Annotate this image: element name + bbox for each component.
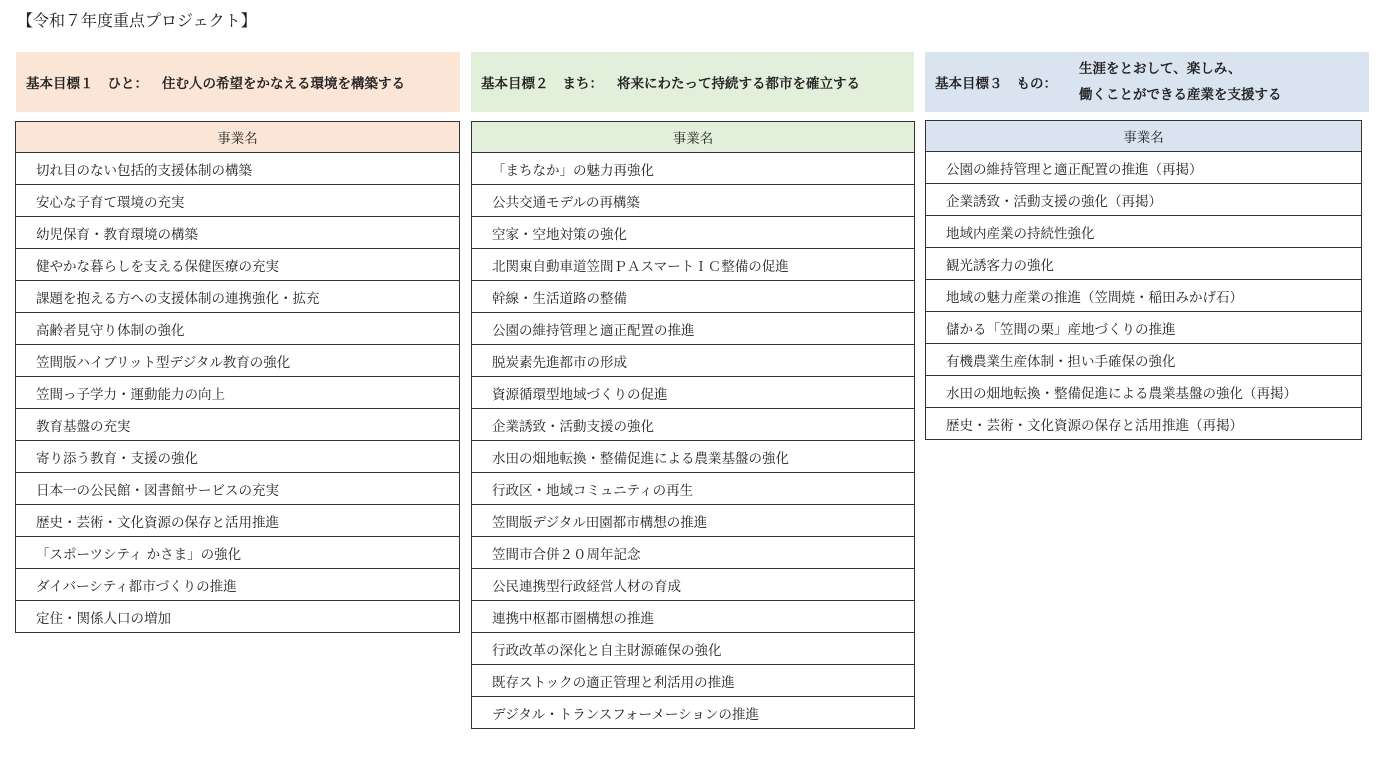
- table-row: [472, 377, 915, 409]
- table-row: [472, 665, 915, 697]
- table-row: [926, 216, 1362, 248]
- goal-2-header: [471, 52, 914, 112]
- table-row: [16, 281, 460, 313]
- project-name: 資源循環型地域づくりの促進: [472, 377, 915, 409]
- project-name: 幹線・生活道路の整備: [472, 281, 915, 313]
- project-name: 公園の維持管理と適正配置の推進（再掲）: [926, 152, 1362, 184]
- project-list: [16, 153, 460, 633]
- goal-1-header: [16, 52, 460, 112]
- project-name: ダイバーシティ都市づくりの推進: [16, 569, 460, 601]
- project-name: 健やかな暮らしを支える保健医療の充実: [16, 249, 460, 281]
- column-header: 事業名: [926, 121, 1362, 152]
- project-name: 安心な子育て環境の充実: [16, 185, 460, 217]
- table-row: [926, 280, 1362, 312]
- table-row: [926, 248, 1362, 280]
- goal-label: 基本目標３: [935, 76, 1003, 92]
- table-row: [472, 569, 915, 601]
- project-name: 企業誘致・活動支援の強化: [472, 409, 915, 441]
- project-name: 笠間っ子学力・運動能力の向上: [16, 377, 460, 409]
- goal-description: 住む人の希望をかなえる環境を構築する: [162, 76, 405, 92]
- goal-1-project-table: [15, 121, 460, 633]
- project-name: デジタル・トランスフォーメーションの推進: [472, 697, 915, 729]
- goal-3-header: [925, 52, 1369, 112]
- project-name: 水田の畑地転換・整備促進による農業基盤の強化: [472, 441, 915, 473]
- project-name: 教育基盤の充実: [16, 409, 460, 441]
- goal-3-project-table: [925, 120, 1362, 440]
- project-name: 笠間市合併２０周年記念: [472, 537, 915, 569]
- table-row: [16, 249, 460, 281]
- page-title: 【令和７年度重点プロジェクト】: [17, 11, 257, 30]
- table-row: [472, 249, 915, 281]
- project-name: 歴史・芸術・文化資源の保存と活用推進: [16, 505, 460, 537]
- project-name: 幼児保育・教育環境の構築: [16, 217, 460, 249]
- table-row: [926, 184, 1362, 216]
- table-row: [472, 633, 915, 665]
- table-row: [16, 473, 460, 505]
- project-list: [926, 152, 1362, 440]
- table-row: [16, 345, 460, 377]
- project-name: 観光誘客力の強化: [926, 248, 1362, 280]
- table-row: [16, 441, 460, 473]
- project-name: 日本一の公民館・図書館サービスの充実: [16, 473, 460, 505]
- project-name: 笠間版デジタル田園都市構想の推進: [472, 505, 915, 537]
- project-name: 行政改革の深化と自主財源確保の強化: [472, 633, 915, 665]
- table-row: [16, 377, 460, 409]
- table-row: [926, 344, 1362, 376]
- table-row: [16, 185, 460, 217]
- project-name: 公共交通モデルの再構築: [472, 185, 915, 217]
- table-row: [472, 441, 915, 473]
- project-name: 公園の維持管理と適正配置の推進: [472, 313, 915, 345]
- table-row: [16, 153, 460, 185]
- project-name: 寄り添う教育・支援の強化: [16, 441, 460, 473]
- project-name: 脱炭素先進都市の形成: [472, 345, 915, 377]
- table-row: [16, 601, 460, 633]
- project-name: 笠間版ハイブリット型デジタル教育の強化: [16, 345, 460, 377]
- project-name: 地域内産業の持続性強化: [926, 216, 1362, 248]
- table-row: [16, 569, 460, 601]
- table-row: [472, 153, 915, 185]
- goal-theme: まち：: [562, 76, 603, 92]
- project-name: 連携中枢都市圏構想の推進: [472, 601, 915, 633]
- table-row: [926, 376, 1362, 408]
- project-name: 企業誘致・活動支援の強化（再掲）: [926, 184, 1362, 216]
- column-header: 事業名: [16, 122, 460, 153]
- project-name: 北関東自動車道笠間ＰＡスマートＩＣ整備の促進: [472, 249, 915, 281]
- project-list: [472, 153, 915, 729]
- project-name: 儲かる「笠間の栗」産地づくりの推進: [926, 312, 1362, 344]
- table-row: [472, 697, 915, 729]
- table-row: [16, 537, 460, 569]
- table-row: [472, 345, 915, 377]
- project-name: 行政区・地域コミュニティの再生: [472, 473, 915, 505]
- project-name: 高齢者見守り体制の強化: [16, 313, 460, 345]
- project-name: 空家・空地対策の強化: [472, 217, 915, 249]
- goal-description-line: 働くことができる産業を支援する: [1079, 87, 1282, 103]
- table-row: [472, 505, 915, 537]
- table-row: [16, 505, 460, 537]
- project-name: 「スポーツシティ かさま」の強化: [16, 537, 460, 569]
- table-row: [472, 409, 915, 441]
- table-row: [16, 217, 460, 249]
- goal-label: 基本目標１: [26, 76, 94, 92]
- table-row: [472, 185, 915, 217]
- goal-theme: ひと：: [107, 76, 148, 92]
- goal-description-line: 生涯をとおして、楽しみ、: [1079, 61, 1242, 77]
- project-name: 公民連携型行政経営人材の育成: [472, 569, 915, 601]
- project-name: 有機農業生産体制・担い手確保の強化: [926, 344, 1362, 376]
- table-row: [472, 281, 915, 313]
- project-name: 「まちなか」の魅力再強化: [472, 153, 915, 185]
- project-name: 課題を抱える方への支援体制の連携強化・拡充: [16, 281, 460, 313]
- table-row: [16, 313, 460, 345]
- table-row: [926, 408, 1362, 440]
- table-row: [472, 473, 915, 505]
- table-row: [926, 152, 1362, 184]
- table-row: [926, 312, 1362, 344]
- column-header: 事業名: [472, 122, 915, 153]
- table-row: [472, 313, 915, 345]
- goal-theme: もの：: [1016, 76, 1057, 92]
- goal-label: 基本目標２: [481, 76, 549, 92]
- project-name: 歴史・芸術・文化資源の保存と活用推進（再掲）: [926, 408, 1362, 440]
- table-row: [16, 409, 460, 441]
- table-row: [472, 217, 915, 249]
- goal-description: 将来にわたって持続する都市を確立する: [617, 76, 860, 92]
- table-row: [472, 537, 915, 569]
- project-name: 既存ストックの適正管理と利活用の推進: [472, 665, 915, 697]
- table-row: [472, 601, 915, 633]
- goal-description: [1079, 56, 1282, 108]
- goal-2-project-table: [471, 121, 915, 729]
- project-name: 地域の魅力産業の推進（笠間焼・稲田みかげ石）: [926, 280, 1362, 312]
- project-name: 定住・関係人口の増加: [16, 601, 460, 633]
- project-name: 切れ目のない包括的支援体制の構築: [16, 153, 460, 185]
- project-name: 水田の畑地転換・整備促進による農業基盤の強化（再掲）: [926, 376, 1362, 408]
